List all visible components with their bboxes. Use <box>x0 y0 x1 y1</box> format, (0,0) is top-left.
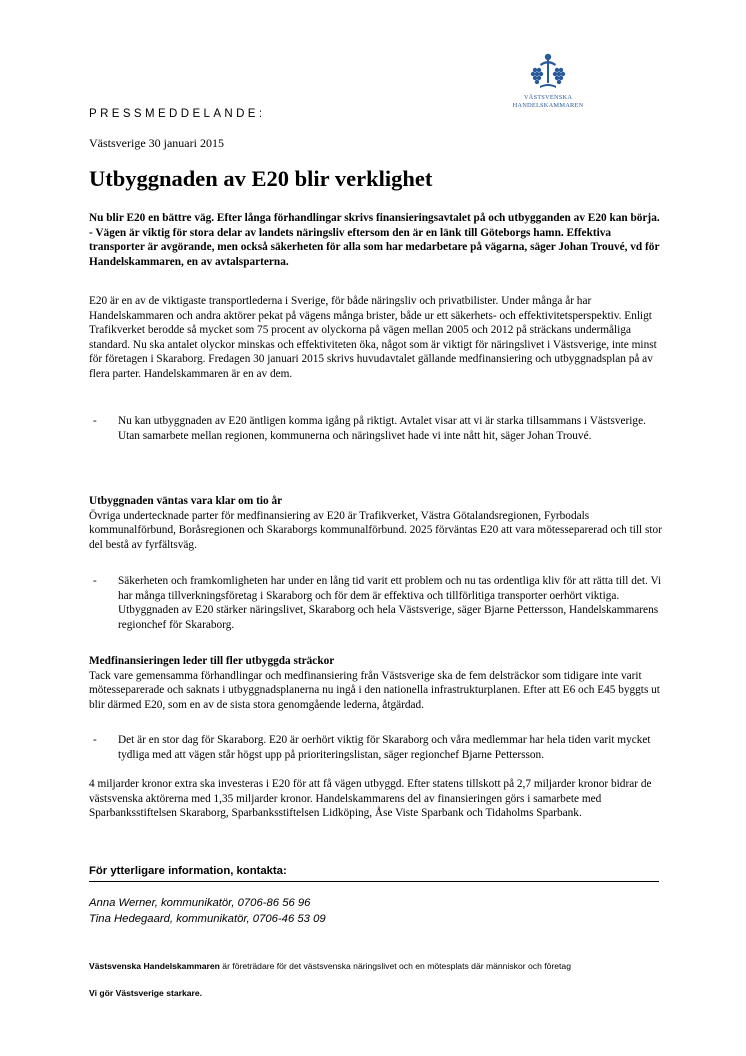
page-title: Utbyggnaden av E20 blir verklighet <box>89 166 433 191</box>
quote-dash: - <box>93 415 97 427</box>
lead-quote: - Vägen är viktig för stora delar av landets näringsliv eftersom den är en länk till Göteborgs hamn. Effektiva transporter är avgörande, men också säkerheten för alla som har medarbetare på vägarna, säger Johan Trouvé, vd för Handelskammaren, en av avtalsparterna. <box>89 226 660 268</box>
section-body: Övriga undertecknade parter för medfinansiering av E20 är Trafikverket, Västra Götalandsregionen, Fyrbodals kommunalförbund, Boråsregionen och Skaraborgs kommunalförbund. 2025 förväntas E20 att vara mötesseparerad och till stor del bestå av fyrfältsväg. <box>89 509 662 551</box>
lead-intro: Nu blir E20 en bättre väg. Efter långa förhandlingar skrivs finansieringsavtalet på och utbygganden av E20 kan börja. <box>89 212 660 224</box>
contact-person: Anna Werner, kommunikatör, 0706-86 56 96 <box>89 897 311 909</box>
footer-org-desc: är företrädare för det västsvenska näringslivet och en mötesplats där människor och företag <box>219 961 571 971</box>
footer-slogan: Vi gör Västsverige starkare. <box>89 988 203 998</box>
body-paragraph-4: 4 miljarder kronor extra ska investeras i E20 för att få vägen utbyggd. Efter statens tillskott på 2,7 miljarder kronor bidrar de västsvenska aktörerna med 1,35 miljarder kronor. Handelskammarens del av finansieringen görs i samarbete med Sparbanksstiftelsen Skaraborg, Sparbanksstiftelsen Lidköping, Åse Viste Sparbank och Tidaholms Sparbank. <box>89 778 652 820</box>
logo-line-2: HANDELSKAMMAREN <box>512 101 584 109</box>
quote-3 <box>89 733 669 762</box>
contact-person: Tina Hedegaard, kommunikatör, 0706-46 53 09 <box>89 913 326 925</box>
lead-paragraph <box>89 211 663 269</box>
body-paragraph-1: E20 är en av de viktigaste transportlederna i Sverige, för både näringsliv och privatbilister. Under många år har Handelskammaren och andra aktörer pekat på vägens många brister, både ur ett säkerhets- och effektivitetsperspektiv. Enligt Trafikverket berodde så mycket som 75 procent av olyckorna på vägen mellan 2005 och 2012 på sträckans undermåliga standard. Nu ska antalet olyckor minskas och effektiviteten öka, något som är viktigt för näringslivet i Västsverige, inte minst för företagen i Skaraborg. Fredagen 30 januari 2015 skrivs huvudavtalet gällande medfinansiering och utbyggnadsplan på av flera parter. Handelskammaren är en av dem. <box>89 295 657 380</box>
section-1 <box>89 494 663 552</box>
contact-divider <box>89 881 659 882</box>
quote-dash: - <box>93 734 97 746</box>
section-heading: Medfinansieringen leder till fler utbyggda sträckor <box>89 655 335 667</box>
grapes-emblem-icon <box>526 52 570 92</box>
quote-text: Nu kan utbyggnaden av E20 äntligen komma igång på riktigt. Avtalet visar att vi är starka tillsammans i Västsverige. Utan samarbete mellan regionen, kommunerna och näringslivet hade vi inte nått hit, säger Johan Trouvé. <box>118 415 646 442</box>
section-2 <box>89 654 663 712</box>
logo-wordmark <box>506 94 590 109</box>
quote-dash: - <box>93 575 97 587</box>
quote-text: Det är en stor dag för Skaraborg. E20 är oerhört viktig för Skaraborg och våra medlemmar har hela tiden varit mycket tydliga med att vägen står högst upp på prioriteringslistan, säger regionchef Bjarne Pettersson. <box>118 734 651 761</box>
quote-1 <box>89 414 669 443</box>
contact-heading: För ytterligare information, kontakta: <box>89 865 287 877</box>
quote-2 <box>89 574 669 632</box>
quote-text: Säkerheten och framkomligheten har under en lång tid varit ett problem och nu tas ordentliga kliv för att rätta till det. Vi har många tillverkningsföretag i Skaraborg och för dem är effektiva och tillförlitiga transporter oerhört viktiga. Utbyggnaden av E20 stärker näringslivet, Skaraborg och hela Västsverige, säger Bjarne Pettersson, Handelskammarens regionchef för Skaraborg. <box>118 575 662 631</box>
contact-list <box>89 895 326 927</box>
organization-logo <box>506 52 590 109</box>
press-release-label: PRESSMEDDELANDE: <box>89 108 266 120</box>
section-body: Tack vare gemensamma förhandlingar och medfinansiering från Västsverige ska de fem delsträckor som tidigare inte varit mötesseparerade och saknats i utbyggnadsplanerna nu ingå i den nationella infrastrukturplanen. Efter att E6 och E45 byggts ut blir därmed E20, som en av de sista stora genomgående lederna, åtgärdad. <box>89 669 660 711</box>
footer-org-name: Västsvenska Handelskammaren <box>89 961 220 971</box>
logo-line-1: VÄSTSVENSKA <box>523 94 573 101</box>
dateline: Västsverige 30 januari 2015 <box>89 136 224 150</box>
footer-description <box>89 961 571 971</box>
section-heading: Utbyggnaden väntas vara klar om tio år <box>89 495 283 507</box>
